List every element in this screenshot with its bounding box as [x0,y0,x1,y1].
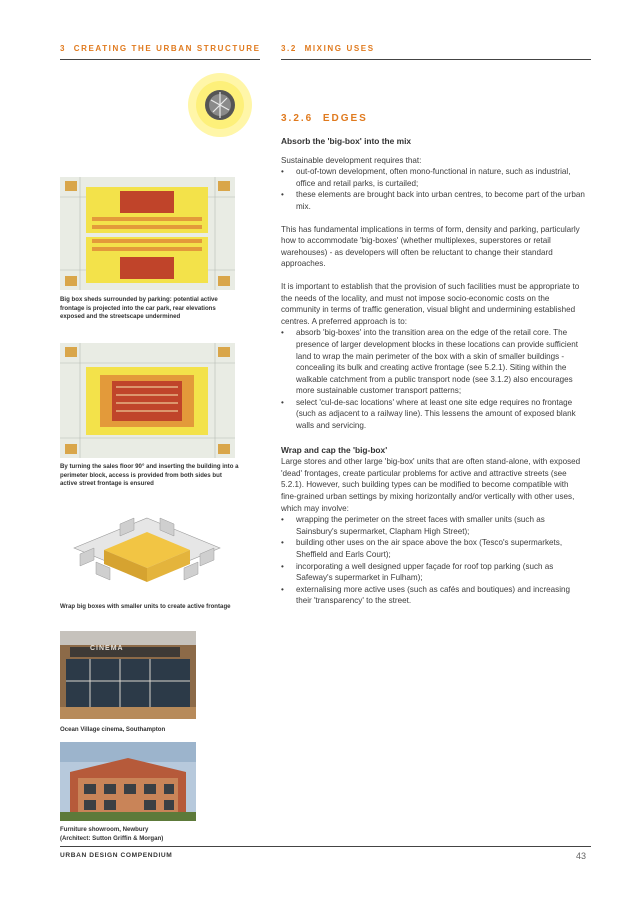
bullet-list-1 [281,166,586,212]
page-number: 43 [576,851,587,861]
caption-4: Ocean Village cinema, Southampton [60,726,166,733]
caption-2: By turning the sales floor 90° and inserting the building into a perimeter block, access is provided from both sides but active street frontage is ensured [60,463,239,488]
intro-paragraph: Sustainable development requires that: [281,155,422,165]
list-item: • externalising more active uses (such as cafés and boutiques) and increasing their 'transparency' to the street. [281,584,586,607]
paragraph-3: It is important to establish that the provision of such facilities must be appropriate to the needs of the locality, and must not impose socio-economic costs on the community in terms of traffic generation, visual blight and undermining established centres. A preferred approach is to: [281,281,580,326]
caption-3: Wrap big boxes with smaller units to create active frontage [60,603,231,610]
caption-5-title: Furniture showroom, Newbury [60,826,149,833]
paragraph-2: This has fundamental implications in terms of form, density and parking, particularly how to accommodate 'big-boxes' (whether multiplexes, superstores or retail warehouses) - as developers will often be reluctant to change their standard approaches. [281,224,580,269]
big-box-parking-plan-image [60,177,235,290]
wrapped-big-box-axonometric-image [60,510,235,598]
list-item: • these elements are brought back into urban centres, to become part of the urban mix. [281,189,586,212]
cinema-sign: CINEMA [90,645,124,652]
running-header-left: 3 CREATING THE URBAN STRUCTURE [60,44,261,53]
list-item: • absorb 'big-boxes' into the transition area on the edge of the retail core. The presence of larger development blocks in these locations can provide sufficient land to wrap the main perimeter of the box with a skin of smaller buildings - concealing its bulk and creating active frontage (see 5.2.1). Siting within the walkable catchment from a public transport node (see 3.1.2) also encourages more sustainable customer transport patterns; [281,327,586,397]
paragraph-4: Large stores and other large 'big-box' units that are often stand-alone, with exposed 'dead' frontages, create particular problems for active and attractive streets (see 5.2.1). However, such building types can be modified to become compatible with fine-grained urban settings by mixing horizontally and/or vertically with other uses, which may involve: [281,457,581,513]
section-heading: 3.2.6 EDGES [281,113,368,124]
sun-emblem-icon [185,70,255,140]
header-rule-left [60,59,260,60]
list-item: • wrapping the perimeter on the street faces with smaller units (such as Sainsbury's supermarket, Clapham High Street); [281,514,586,537]
caption-5 [60,826,240,843]
running-header-right: 3.2 MIXING USES [281,44,375,53]
perimeter-block-plan-image [60,343,235,458]
footer-rule [60,846,591,847]
bullet-list-3 [281,514,586,607]
list-item: • select 'cul-de-sac locations' where at least one site edge requires no frontage (such as adjacent to a railway line). This lessens the amount of exposed blank walls and servicing. [281,397,586,432]
caption-1: Big box sheds surrounded by parking: potential active frontage is projected into the car park, rear elevations exposed and the streetscape undermined [60,296,218,321]
main-body [281,136,586,607]
list-item: • building other uses on the air space above the box (Tesco's supermarkets, Sheffield and Earls Court); [281,537,586,560]
list-item: • out-of-town development, often mono-functional in nature, such as industrial, office and retail parks, is curtailed; [281,166,586,189]
bullet-list-2 [281,327,586,431]
subheading-absorb: Absorb the 'big-box' into the mix [281,136,412,146]
ocean-village-cinema-photo [60,631,196,719]
furniture-showroom-photo [60,742,196,821]
subheading-wrap: Wrap and cap the 'big-box' [281,444,388,455]
list-item: • incorporating a well designed upper façade for roof top parking (such as Safeway's supermarket in Fulham); [281,561,586,584]
header-rule-right [281,59,591,60]
caption-5-credit: (Architect: Sutton Griffin & Morgan) [60,834,164,842]
footer-title: URBAN DESIGN COMPENDIUM [60,852,173,859]
